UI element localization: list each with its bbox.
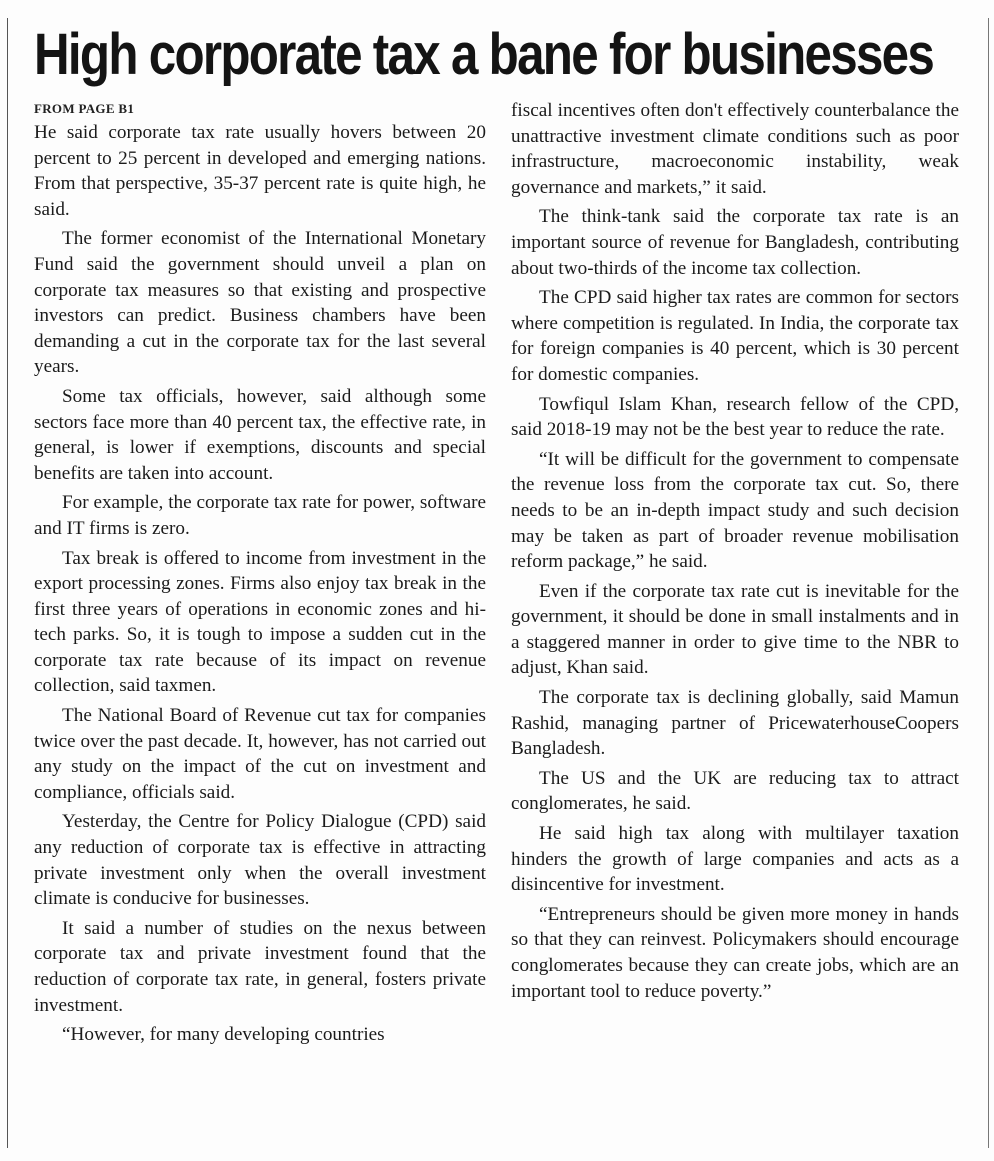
paragraph: Some tax officials, however, said although some sectors face more than 40 percent tax, the effective rate, in general, is lower if exemptions, discounts and special benefits are taken into account.: [34, 385, 486, 484]
paragraph-continued: fiscal incentives often don't effectively counterbalance the unattractive investment climate conditions such as poor infrastructure, macroeconomic instability, weak governance and markets,” it said.: [511, 100, 959, 198]
paragraph: Towfiqul Islam Khan, research fellow of the CPD, said 2018-19 may not be the best year to reduce the rate.: [511, 393, 959, 441]
paragraph: It said a number of studies on the nexus between corporate tax and private investment found that the reduction of corporate tax rate, in general, fosters private investment.: [34, 917, 486, 1016]
source-line: FROM PAGE B1: [34, 101, 135, 116]
paragraph: Even if the corporate tax rate cut is inevitable for the government, it should be done in small instalments and in a staggered manner in order to give time to the NBR to adjust, Khan said.: [511, 580, 959, 679]
paragraph: Yesterday, the Centre for Policy Dialogue (CPD) said any reduction of corporate tax is effective in attracting private investment only when the overall investment climate is conducive for businesses.: [34, 811, 486, 910]
right-column-rule: [988, 18, 989, 1148]
paragraph: The former economist of the International Monetary Fund said the government should unveil a plan on corporate tax measures so that existing and prospective investors can predict. Business chambers have been demanding a cut in the corporate tax for the last several years.: [34, 228, 486, 378]
paragraph: “However, for many developing countries: [62, 1024, 385, 1046]
headline: High corporate tax a bane for businesses: [34, 22, 934, 87]
paragraph: For example, the corporate tax rate for power, software and IT firms is zero.: [34, 492, 486, 539]
right-column: [511, 98, 959, 1008]
paragraph: “Entrepreneurs should be given more money in hands so that they can reinvest. Policymakers should encourage conglomerates because they can create jobs, which are an important tool to reduce poverty.”: [511, 903, 959, 1002]
paragraph: He said high tax along with multilayer taxation hinders the growth of large companies and acts as a disincentive for investment.: [511, 823, 959, 896]
paragraph: The CPD said higher tax rates are common for sectors where competition is regulated. In India, the corporate tax for foreign companies is 40 percent, which is 30 percent for domestic companies.: [511, 287, 959, 385]
paragraph: Tax break is offered to income from investment in the export processing zones. Firms also enjoy tax break in the first three years of operations in economic zones and hi-tech parks. So, it is tough to impose a sudden cut in the corporate tax rate because of its impact on revenue collection, said taxmen.: [34, 547, 486, 697]
paragraph: The National Board of Revenue cut tax for companies twice over the past decade. It, however, has not carried out any study on the impact of the cut on investment and compliance, officials said.: [34, 705, 486, 803]
paragraph: “It will be difficult for the government to compensate the revenue loss from the corporate tax cut. So, there needs to be an in-depth impact study and such decision may be taken as part of broader revenue mobilisation reform package,” he said.: [511, 448, 959, 573]
paragraph: The corporate tax is declining globally, said Mamun Rashid, managing partner of PricewaterhouseCoopers Bangladesh.: [511, 687, 959, 760]
left-column-rule: [7, 18, 8, 1148]
paragraph: He said corporate tax rate usually hovers between 20 percent to 25 percent in developed and emerging nations. From that perspective, 35-37 percent rate is quite high, he said.: [34, 122, 486, 220]
paragraph: The US and the UK are reducing tax to attract conglomerates, he said.: [511, 767, 959, 815]
paragraph: The think-tank said the corporate tax rate is an important source of revenue for Bangladesh, contributing about two-thirds of the income tax collection.: [511, 206, 959, 279]
left-column: [34, 98, 486, 1052]
